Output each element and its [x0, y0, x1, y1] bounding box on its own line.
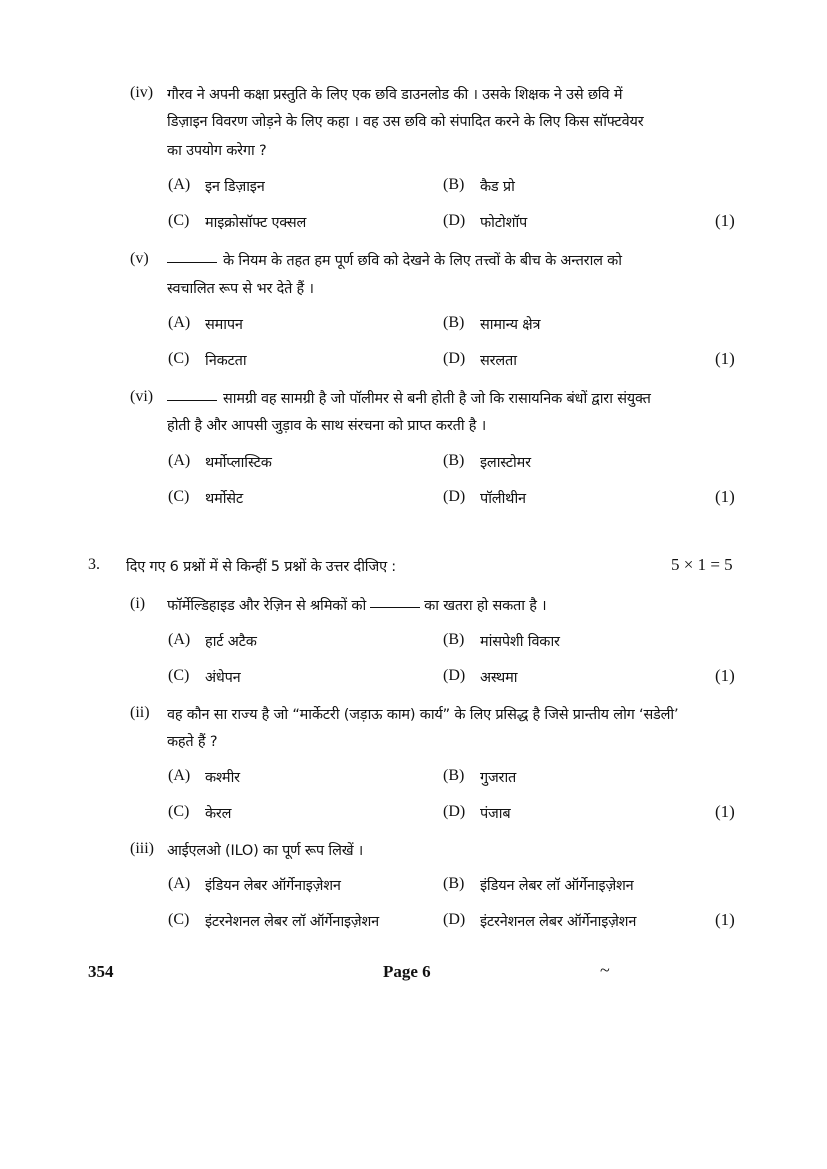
option-text: अस्थमा: [480, 670, 518, 686]
question-number: (v): [130, 250, 149, 267]
option-text: इंडियन लेबर ऑर्गेनाइज़ेशन: [205, 878, 341, 894]
option-label: (A): [168, 631, 191, 648]
question-text-line: डिज़ाइन विवरण जोड़ने के लिए कहा । वह उस छवि को संपादित करने के लिए किस सॉफ्टवेयर: [167, 114, 644, 130]
option-text: केरल: [205, 806, 232, 822]
question-number: (iii): [130, 840, 154, 857]
question-text-line: फॉर्मेल्डिहाइड और रेज़िन से श्रमिकों को का खतरा हो सकता है ।: [167, 598, 547, 614]
option-label: (B): [443, 631, 465, 648]
question-number: (ii): [130, 704, 150, 721]
question-text-line: का उपयोग करेगा ?: [167, 143, 267, 159]
marks: (1): [715, 211, 735, 230]
question-number: (i): [130, 595, 146, 612]
option-text: कैड प्रो: [480, 179, 515, 195]
page-number: Page 6: [383, 962, 431, 981]
option-text: इंडियन लेबर लॉ ऑर्गेनाइज़ेशन: [480, 878, 634, 894]
question-text-line: वह कौन सा राज्य है जो “मार्केटरी (जड़ाऊ काम) कार्य” के लिए प्रसिद्ध है जिसे प्रान्तीय लोग ‘सडेली’: [167, 707, 679, 723]
question-text-line: होती है और आपसी जुड़ाव के साथ संरचना को प्राप्त करती है ।: [167, 418, 487, 434]
section-number: 3.: [88, 556, 100, 573]
paper-code: 354: [88, 962, 114, 981]
option-text: पॉलीथीन: [480, 491, 526, 507]
section-marks-total: 5 × 1 = 5: [671, 555, 733, 574]
option-label: (D): [443, 911, 466, 928]
option-text: इंटरनेशनल लेबर लॉ ऑर्गेनाइज़ेशन: [205, 914, 379, 930]
question-text-line: सामग्री वह सामग्री है जो पॉलीमर से बनी होती है जो कि रासायनिक बंधों द्वारा संयुक्त: [167, 388, 651, 408]
option-label: (C): [168, 911, 190, 928]
option-label: (D): [443, 488, 466, 505]
marks: (1): [715, 666, 735, 685]
option-label: (D): [443, 803, 466, 820]
option-label: (C): [168, 212, 190, 229]
option-label: (B): [443, 767, 465, 784]
option-text: इलास्टोमर: [480, 455, 531, 471]
marks: (1): [715, 802, 735, 821]
option-text: मांसपेशी विकार: [480, 634, 560, 650]
option-label: (B): [443, 176, 465, 193]
marks: (1): [715, 349, 735, 368]
option-label: (C): [168, 350, 190, 367]
option-text: फोटोशॉप: [480, 215, 528, 231]
option-text: इंटरनेशनल लेबर ऑर्गेनाइज़ेशन: [480, 914, 637, 930]
question-text-line: स्वचालित रूप से भर देते हैं ।: [167, 281, 314, 297]
option-text: थर्मोसेट: [205, 491, 244, 507]
option-label: (B): [443, 452, 465, 469]
option-text: सामान्य क्षेत्र: [480, 317, 541, 333]
option-label: (A): [168, 314, 191, 331]
option-text: गुजरात: [480, 770, 517, 786]
option-label: (C): [168, 667, 190, 684]
question-text-line: गौरव ने अपनी कक्षा प्रस्तुति के लिए एक छवि डाउनलोड की । उसके शिक्षक ने उसे छवि में: [167, 87, 623, 103]
option-label: (B): [443, 875, 465, 892]
option-text: थर्मोप्लास्टिक: [205, 455, 272, 471]
option-label: (C): [168, 803, 190, 820]
question-text-line: के नियम के तहत हम पूर्ण छवि को देखने के लिए तत्त्वों के बीच के अन्तराल को: [167, 250, 622, 270]
marks: (1): [715, 487, 735, 506]
option-label: (A): [168, 875, 191, 892]
option-text: पंजाब: [480, 806, 511, 822]
question-number: (vi): [130, 388, 154, 405]
question-number: (iv): [130, 84, 154, 101]
option-label: (D): [443, 212, 466, 229]
option-text: इन डिज़ाइन: [205, 179, 265, 195]
option-label: (A): [168, 176, 191, 193]
option-label: (B): [443, 314, 465, 331]
option-label: (A): [168, 767, 191, 784]
option-label: (D): [443, 667, 466, 684]
question-text-line: आईएलओ (ILO) का पूर्ण रूप लिखें ।: [167, 843, 364, 859]
option-text: निकटता: [205, 353, 247, 369]
question-text-line: कहते हैं ?: [167, 734, 218, 750]
option-text: कश्मीर: [205, 770, 240, 786]
marks: (1): [715, 910, 735, 929]
option-text: अंधेपन: [205, 670, 241, 686]
option-text: समापन: [205, 317, 243, 333]
option-label: (A): [168, 452, 191, 469]
tilde-mark: ~: [600, 960, 610, 980]
section-instruction: दिए गए 6 प्रश्नों में से किन्हीं 5 प्रश्नों के उत्तर दीजिए :: [126, 559, 396, 575]
option-label: (C): [168, 488, 190, 505]
option-label: (D): [443, 350, 466, 367]
option-text: हार्ट अटैक: [205, 634, 257, 650]
option-text: सरलता: [480, 353, 517, 369]
option-text: माइक्रोसॉफ्ट एक्सल: [205, 215, 307, 231]
